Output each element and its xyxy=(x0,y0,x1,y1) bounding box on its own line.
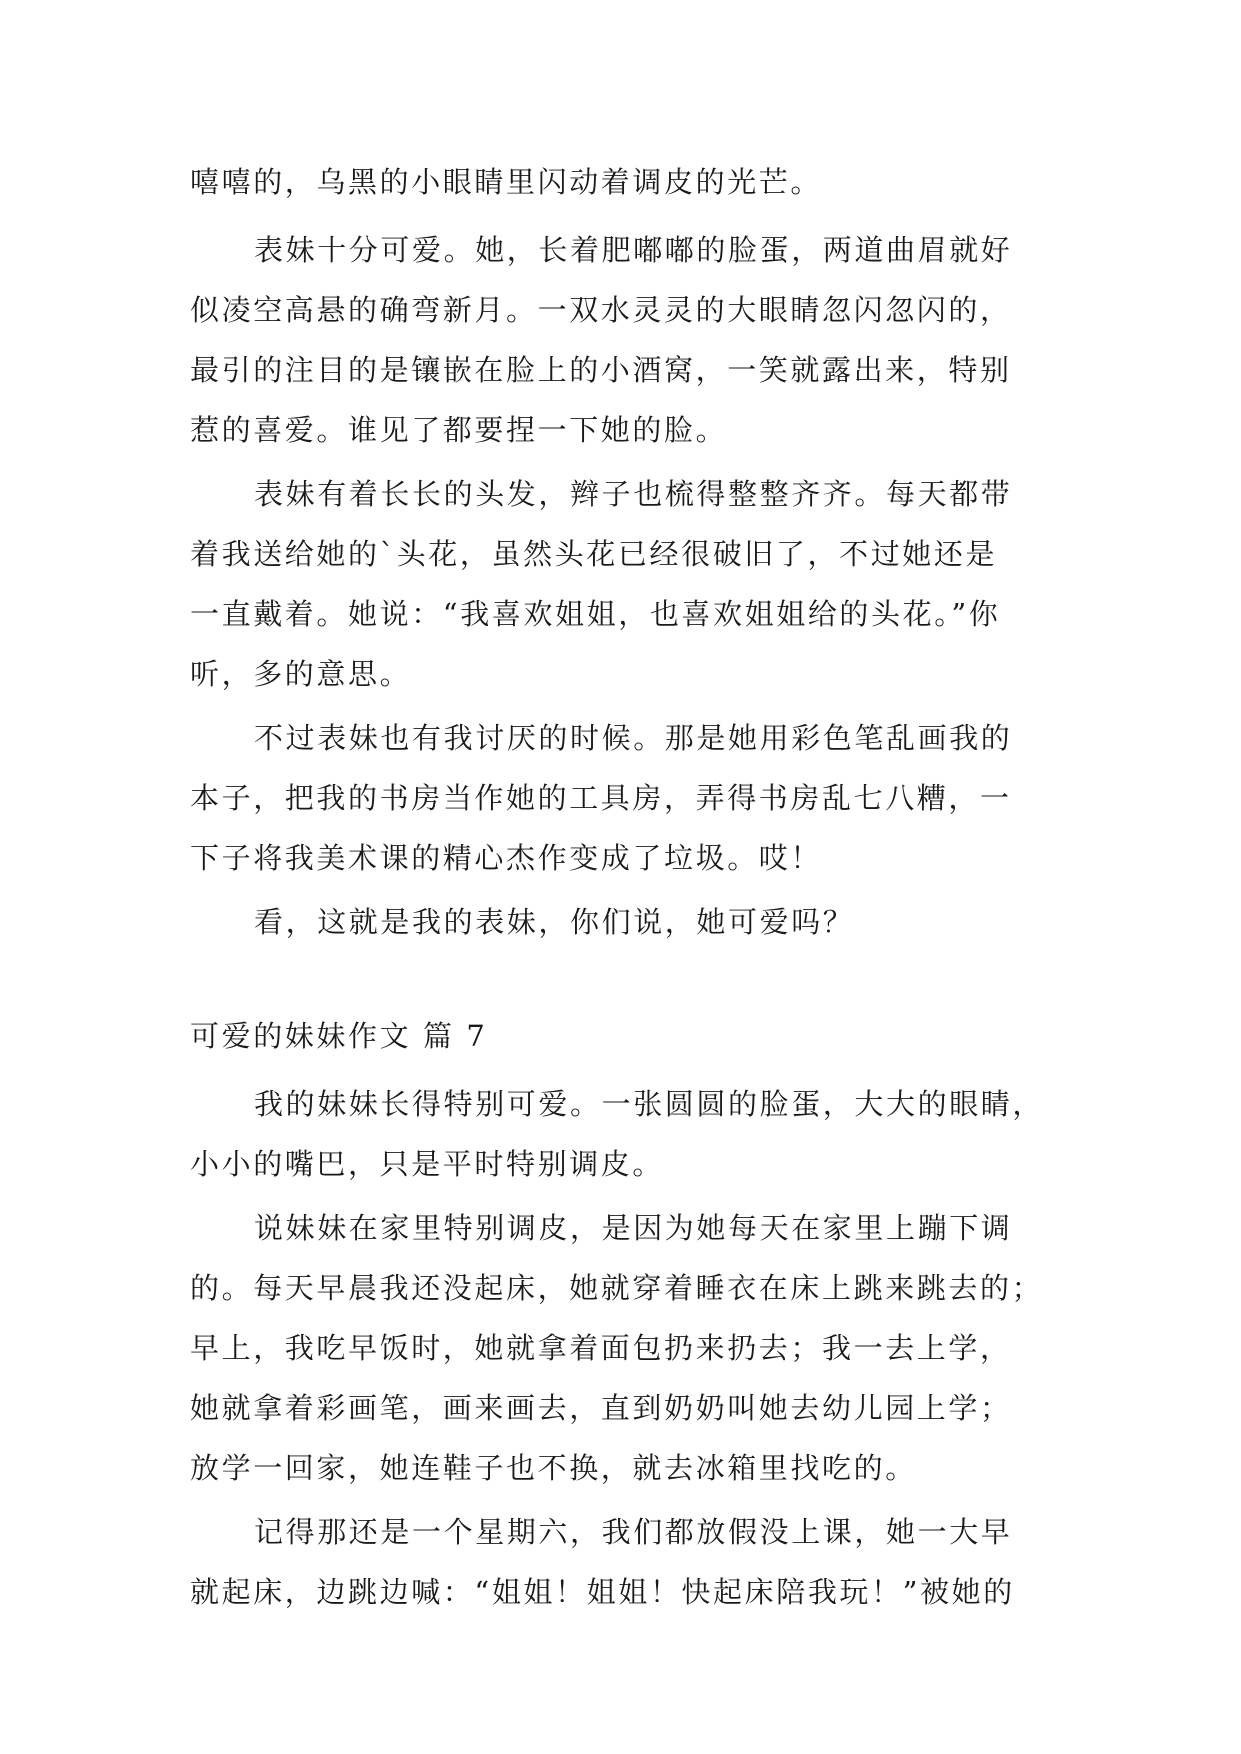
text-line: 听，多的意思。 xyxy=(190,657,412,691)
text-line: 小小的嘴巴，只是平时特别调皮。 xyxy=(190,1147,665,1181)
text-line: 的。每天早晨我还没起床，她就穿着睡衣在床上跳来跳去的； xyxy=(190,1271,1044,1305)
text-line: 放学一回家，她连鞋子也不换，就去冰箱里找吃的。 xyxy=(190,1451,917,1485)
text-line: 记得那还是一个星期六，我们都放假没上课，她一大早 xyxy=(254,1515,1013,1549)
text-line: 似凌空高悬的确弯新月。一双水灵灵的大眼睛忽闪忽闪的， xyxy=(190,293,1012,327)
text-line: 本子，把我的书房当作她的工具房，弄得书房乱七八糟，一 xyxy=(190,781,1012,815)
text-line: 看，这就是我的表妹，你们说，她可爱吗？ xyxy=(254,905,855,939)
text-line: 说妹妹在家里特别调皮，是因为她每天在家里上蹦下调 xyxy=(254,1211,1013,1245)
text-line: 她就拿着彩画笔，画来画去，直到奶奶叫她去幼儿园上学； xyxy=(190,1391,1012,1425)
text-line: 一直戴着。她说：“我喜欢姐姐，也喜欢姐姐给的头花。”你 xyxy=(190,597,1001,631)
text-line: 就起床，边跳边喊：“姐姐！姐姐！快起床陪我玩！”被她的 xyxy=(190,1575,1015,1609)
text-line: 表妹有着长长的头发，辫子也梳得整整齐齐。每天都带 xyxy=(254,477,1013,511)
text-line: 早上，我吃早饭时，她就拿着面包扔来扔去；我一去上学， xyxy=(190,1331,1012,1365)
section-heading: 可爱的妹妹作文 篇 7 xyxy=(190,1019,488,1053)
text-line: 下子将我美术课的精心杰作变成了垃圾。哎！ xyxy=(190,841,823,875)
text-line: 最引的注目的是镶嵌在脸上的小酒窝，一笑就露出来，特别 xyxy=(190,353,1012,387)
text-line: 嘻嘻的，乌黑的小眼睛里闪动着调皮的光芒。 xyxy=(190,165,823,199)
text-line: 着我送给她的`头花，虽然头花已经很破旧了，不过她还是 xyxy=(190,537,998,571)
text-line: 不过表妹也有我讨厌的时候。那是她用彩色笔乱画我的 xyxy=(254,721,1013,755)
text-line: 表妹十分可爱。她，长着肥嘟嘟的脸蛋，两道曲眉就好 xyxy=(254,233,1013,267)
text-line: 我的妹妹长得特别可爱。一张圆圆的脸蛋，大大的眼睛， xyxy=(254,1087,1045,1121)
text-line: 惹的喜爱。谁见了都要捏一下她的脸。 xyxy=(190,413,728,447)
